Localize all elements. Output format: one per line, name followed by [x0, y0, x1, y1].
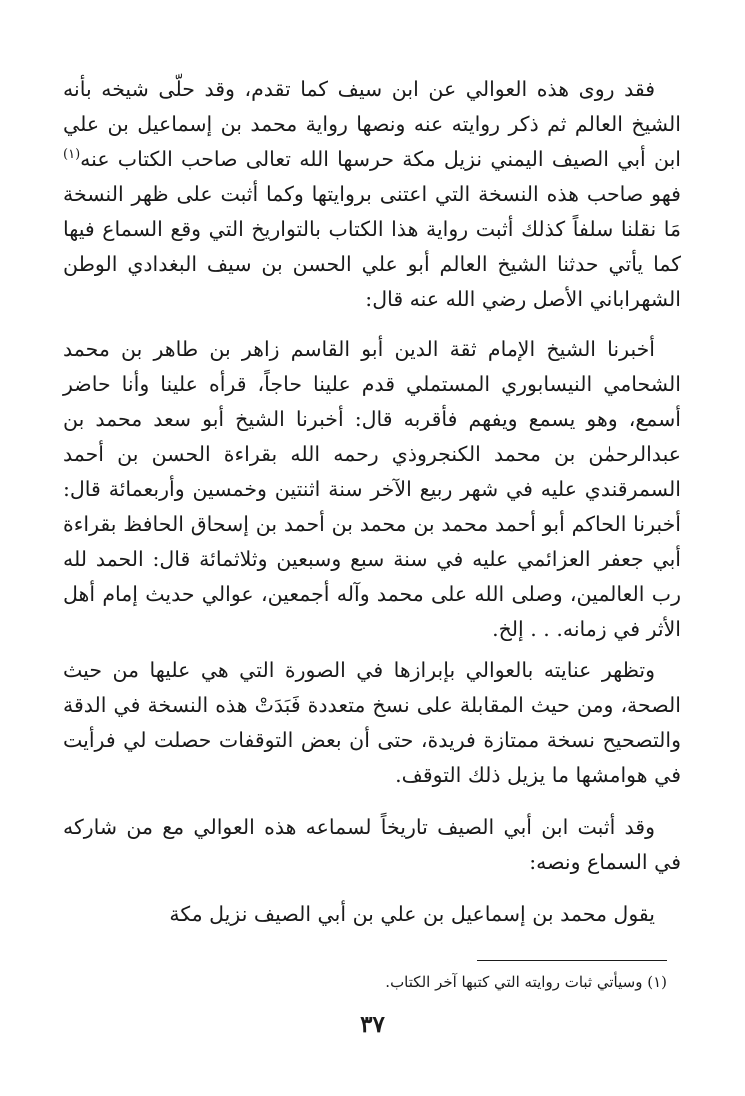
page-number: ٣٧ [360, 1011, 385, 1038]
paragraph-1-text-start: فقد روى هذه العوالي عن ابن سيف كما تقدم، وقد حلّى شيخه بأنه الشيخ العالم ثم ذكر روايته عنه ونصها رواية محمد بن إسماعيل بن علي ابن أبي الصيف اليمني نزيل مكة حرسها الله تعالى صاحب الكتاب عنه [63, 77, 681, 171]
paragraph-5 [63, 897, 681, 932]
paragraph-1-text-end: فهو صاحب هذه النسخة التي اعتنى بروايتها وكما أثبت على ظهر النسخة مَا نقلنا سلفاً كذلك أثبت رواية هذا الكتاب بالتواريخ التي وقع السماع فيها كما يأتي حدثنا الشيخ العالم أبو علي الحسن بن سيف البغدادي الوطن الشهراباني الأصل رضي الله عنه قال: [63, 182, 681, 311]
footnote-marker: (١) [63, 147, 81, 163]
footnote-divider [477, 960, 667, 961]
paragraph-5-text: يقول محمد بن إسماعيل بن علي بن أبي الصيف نزيل مكة [169, 902, 655, 926]
paragraph-3-text: وتظهر عنايته بالعوالي بإبرازها في الصورة التي هي عليها من حيث الصحة، ومن حيث المقابلة على نسخ متعددة فَبَدَتْ هذه النسخة في الدقة والتصحيح نسخة ممتازة فريدة، حتى أن بعض التوقفات حصلت لي فرأيت في هوامشها ما يزيل ذلك التوقف. [63, 658, 681, 787]
paragraph-1 [63, 72, 681, 317]
paragraph-4 [63, 810, 681, 880]
footnote: (١) وسيأتي ثبات روايته التي كتبها آخر الكتاب. [385, 973, 667, 991]
paragraph-4-text: وقد أثبت ابن أبي الصيف تاريخاً لسماعه هذه العوالي مع من شاركه في السماع ونصه: [63, 815, 681, 874]
paragraph-2-text: أخبرنا الشيخ الإمام ثقة الدين أبو القاسم زاهر بن طاهر بن محمد الشحامي النيسابوري المستملي قدم علينا حاجاً، قرأه علينا وأنا حاضر أسمع، وهو يسمع ويفهم فأقربه قال: أخبرنا الشيخ أبو سعد محمد بن عبدالرحمٰن بن محمد الكنجروذي رحمه الله بقراءة الحسن بن أحمد السمرقندي عليه في شهر ربيع الآخر سنة اثنتين وخمسين وأربعمائة قال: أخبرنا الحاكم أبو أحمد محمد بن محمد بن أحمد بن إسحاق الحافظ بقراءة أبي جعفر العزائمي عليه في سنة سبع وسبعين وثلاثمائة قال: الحمد لله رب العالمين، وصلى الله على محمد وآله أجمعين، عوالي حديث إمام أهل الأثر في زمانه. . . إلخ. [63, 337, 681, 641]
paragraph-2 [63, 332, 681, 647]
paragraph-3 [63, 653, 681, 793]
